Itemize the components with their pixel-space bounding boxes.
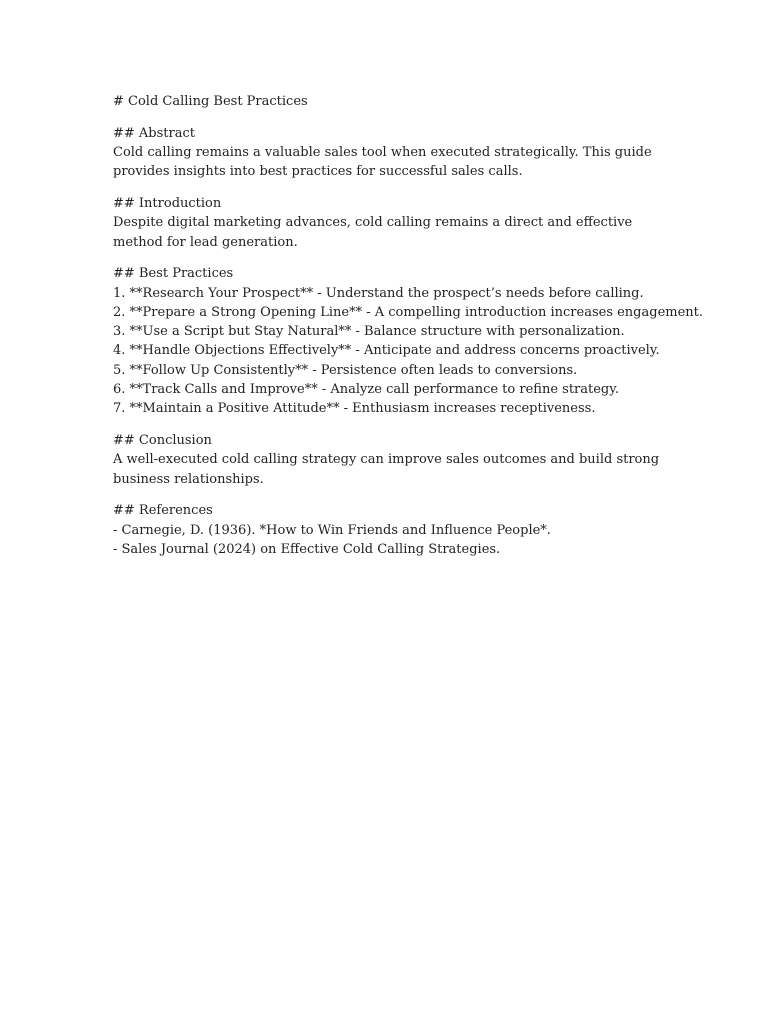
- list-item: 3. **Use a Script but Stay Natural** - Balance structure with personalization.: [113, 324, 625, 340]
- references-heading: ## References: [113, 503, 213, 519]
- list-item: 5. **Follow Up Consistently** - Persistence often leads to conversions.: [113, 362, 578, 378]
- conclusion-section: [113, 431, 673, 489]
- spacer: [113, 489, 673, 501]
- introduction-text: Despite digital marketing advances, cold calling remains a direct and effective method for lead generation.: [113, 215, 633, 250]
- reference-item: - Sales Journal (2024) on Effective Cold Calling Strategies.: [113, 541, 501, 557]
- list-item: 1. **Research Your Prospect** - Understand the prospect’s needs before calling.: [113, 285, 644, 301]
- references-list: [113, 521, 673, 560]
- conclusion-heading: ## Conclusion: [113, 433, 212, 449]
- introduction-heading: ## Introduction: [113, 195, 222, 211]
- list-item: 7. **Maintain a Positive Attitude** - Enthusiasm increases receptiveness.: [113, 401, 596, 417]
- conclusion-text: A well-executed cold calling strategy can improve sales outcomes and build strong business relationships.: [113, 452, 660, 487]
- best-practices-section: [113, 264, 704, 418]
- abstract-heading: ## Abstract: [113, 125, 195, 141]
- reference-item: - Carnegie, D. (1936). *How to Win Friends and Influence People*.: [113, 522, 551, 538]
- list-item: 4. **Handle Objections Effectively** - Anticipate and address concerns proactively.: [113, 343, 660, 359]
- spacer: [113, 419, 673, 431]
- introduction-section: [113, 194, 673, 252]
- abstract-section: [113, 124, 673, 182]
- spacer: [113, 111, 673, 123]
- references-section: [113, 501, 673, 559]
- list-item: 6. **Track Calls and Improve** - Analyze call performance to refine strategy.: [113, 382, 619, 398]
- spacer: [113, 182, 673, 194]
- best-practices-heading: ## Best Practices: [113, 266, 234, 282]
- document-page: [113, 92, 704, 559]
- abstract-text: Cold calling remains a valuable sales tool when executed strategically. This guide provides insights into best practices for successful sales calls.: [113, 144, 652, 180]
- list-item: 2. **Prepare a Strong Opening Line** - A compelling introduction increases engagement.: [113, 304, 704, 320]
- spacer: [113, 252, 673, 264]
- best-practices-list: [113, 284, 704, 419]
- document-title: # Cold Calling Best Practices: [113, 94, 308, 109]
